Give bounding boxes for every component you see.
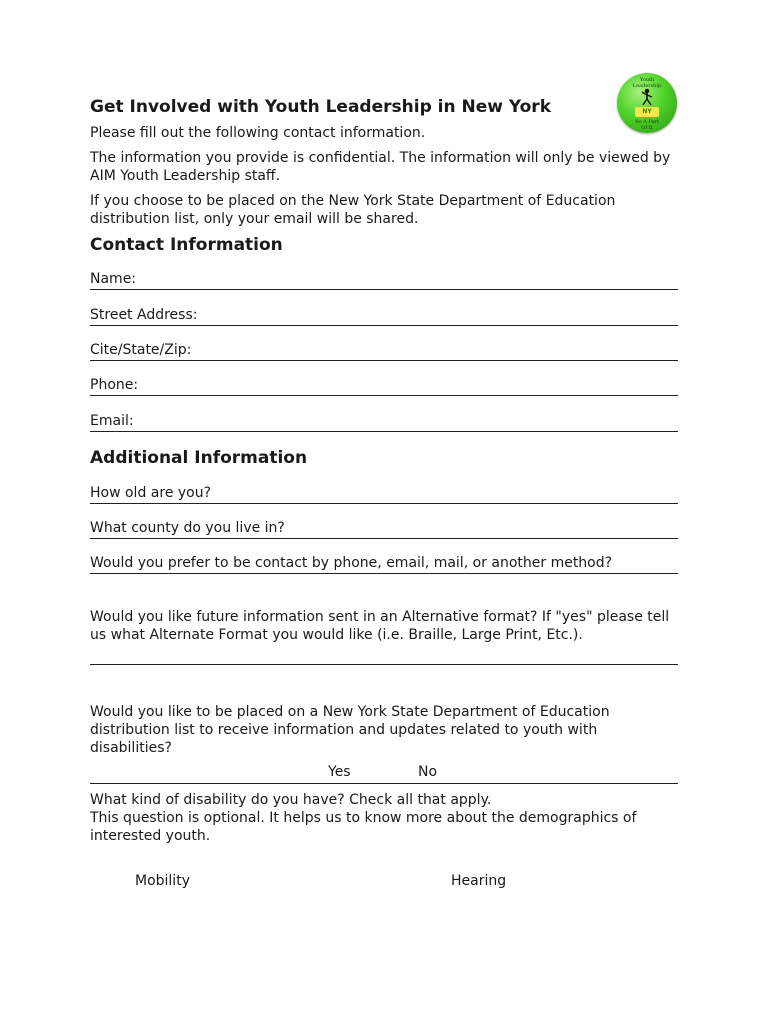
logo-second-text: Leadership bbox=[632, 83, 662, 89]
logo-bottom-text: Be A Part bbox=[635, 119, 659, 125]
person-figure-icon bbox=[639, 88, 655, 106]
city-state-zip-field[interactable] bbox=[90, 341, 678, 361]
no-option[interactable]: No bbox=[418, 764, 438, 780]
county-field[interactable] bbox=[90, 519, 678, 539]
alternative-format-answer-line[interactable] bbox=[90, 664, 678, 665]
name-label: Name: bbox=[90, 271, 137, 287]
distribution-answer-line bbox=[90, 783, 678, 784]
phone-field[interactable] bbox=[90, 376, 678, 396]
contact-preference-label: Would you prefer to be contact by phone, email, mail, or another method? bbox=[90, 555, 613, 571]
logo-badge: NY bbox=[635, 107, 659, 117]
hearing-option[interactable]: Hearing bbox=[451, 873, 507, 889]
contact-preference-field[interactable] bbox=[90, 554, 678, 574]
street-address-label: Street Address: bbox=[90, 307, 198, 323]
name-field[interactable] bbox=[90, 270, 678, 290]
disability-note: This question is optional. It helps us to know more about the demographics of interested youth. bbox=[90, 810, 637, 844]
logo-last-text: Of It bbox=[641, 125, 653, 131]
contact-heading: Contact Information bbox=[90, 235, 283, 255]
city-state-zip-label: Cite/State/Zip: bbox=[90, 342, 192, 358]
logo-top-text: Youth bbox=[639, 77, 655, 83]
distribution-list-question: Would you like to be placed on a New York State Department of Education distribution list to receive information and updates related to youth with disabilities? bbox=[90, 704, 610, 756]
phone-label: Phone: bbox=[90, 377, 139, 393]
age-label: How old are you? bbox=[90, 485, 212, 501]
alternative-format-question: Would you like future information sent in an Alternative format? If "yes" please tell us what Alternate Format you would like (i.e. Braille, Large Print, Etc.). bbox=[90, 609, 670, 643]
email-field[interactable] bbox=[90, 412, 678, 432]
intro-paragraph-3: If you choose to be placed on the New York State Department of Education distribution list, only your email will be shared. bbox=[90, 193, 616, 227]
street-address-field[interactable] bbox=[90, 306, 678, 326]
disability-question: What kind of disability do you have? Check all that apply. bbox=[90, 792, 492, 808]
mobility-option[interactable]: Mobility bbox=[135, 873, 190, 889]
age-field[interactable] bbox=[90, 484, 678, 504]
county-label: What county do you live in? bbox=[90, 520, 285, 536]
yes-option[interactable]: Yes bbox=[328, 764, 351, 780]
intro-paragraph-2: The information you provide is confidential. The information will only be viewed by AIM Youth Leadership staff. bbox=[90, 150, 671, 184]
additional-heading: Additional Information bbox=[90, 448, 308, 468]
email-label: Email: bbox=[90, 413, 134, 429]
page-title: Get Involved with Youth Leadership in New York bbox=[90, 97, 552, 117]
intro-paragraph-1: Please fill out the following contact information. bbox=[90, 125, 426, 141]
